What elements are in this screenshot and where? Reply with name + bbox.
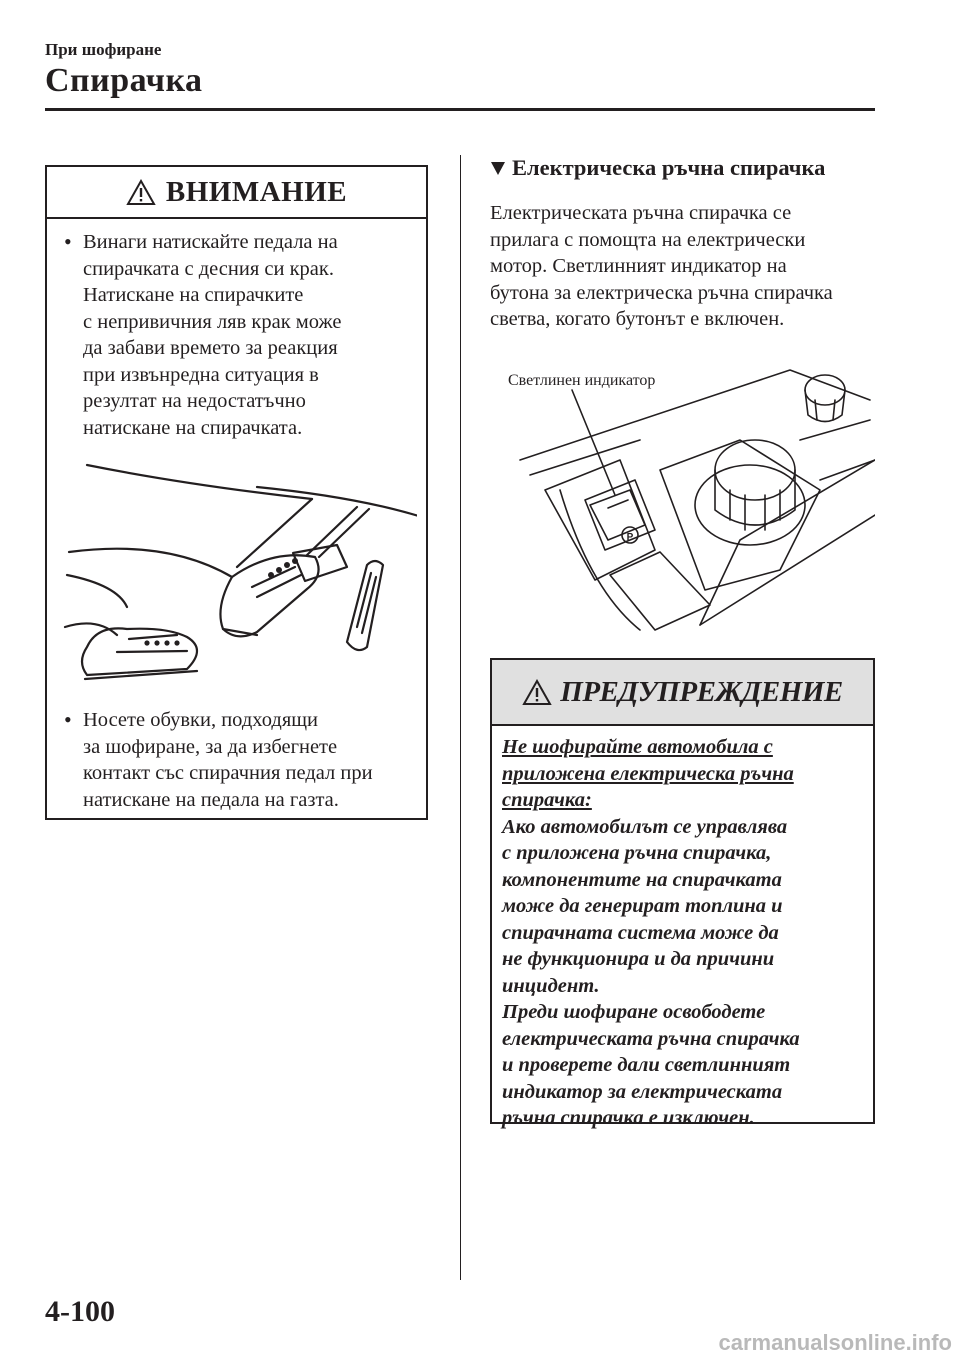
body-line: прилага с помощта на електрически xyxy=(490,228,806,251)
page-title: Спирачка xyxy=(45,62,203,99)
warning-line: компонентите на спирачката xyxy=(502,868,782,891)
warning-box xyxy=(490,658,875,1129)
bullet-icon: • xyxy=(64,707,72,732)
body-line: бутона за електрическа ръчна спирачка xyxy=(490,281,833,304)
section-body xyxy=(490,200,880,333)
warning-line: инцидент. xyxy=(502,974,600,997)
warning-line: ръчна спирачка е изключен. xyxy=(502,1107,755,1129)
caution-line: Винаги натискайте педала на xyxy=(83,231,338,253)
warning-line: индикатор за електрическата xyxy=(502,1080,783,1103)
warning-lead-line: Не шофирайте автомобила с xyxy=(502,736,773,758)
warning-line: спирачната система може да xyxy=(502,921,779,944)
warning-triangle-icon xyxy=(126,179,156,206)
page-number: 4-100 xyxy=(45,1295,115,1328)
caution-line: спирачката с десния си крак. xyxy=(83,257,334,280)
warning-triangle-icon xyxy=(522,679,552,706)
body-line: Електрическата ръчна спирачка се xyxy=(490,202,792,224)
body-line: светва, когато бутонът е включен. xyxy=(490,308,785,330)
title-rule xyxy=(45,108,875,111)
warning-line: електрическата ръчна спирачка xyxy=(502,1027,800,1050)
indicator-callout-label: Светлинен индикатор xyxy=(508,372,656,389)
bullet-icon: • xyxy=(64,229,72,254)
parking-p-symbol: P xyxy=(626,532,634,543)
column-divider xyxy=(460,155,461,1280)
section-heading xyxy=(490,155,825,181)
caution-line: да забави времето за реакция xyxy=(83,337,338,359)
pedal-illustration xyxy=(57,457,417,697)
warning-line: може да генерират топлина и xyxy=(502,895,783,917)
section-heading-text: Електрическа ръчна спирачка xyxy=(512,155,826,180)
triangle-down-icon xyxy=(490,160,506,176)
caution-line: при извънредна ситуация в xyxy=(83,363,319,386)
caution-box xyxy=(45,165,428,820)
caution-item-1 xyxy=(57,229,417,441)
warning-lead-line: спирачка: xyxy=(502,789,592,811)
body-line: мотор. Светлинният индикатор на xyxy=(490,255,787,277)
warning-line: Преди шофиране освободете xyxy=(502,1001,766,1023)
warning-label: ПРЕДУПРЕЖДЕНИЕ xyxy=(560,675,843,708)
caution-line: за шофиране, за да избегнете xyxy=(83,735,338,758)
warning-line: Ако автомобилът се управлява xyxy=(502,815,788,838)
warning-header xyxy=(492,660,873,726)
caution-line: с непривичния ляв крак може xyxy=(83,310,342,333)
section-label: При шофиране xyxy=(45,40,162,59)
warning-line: с приложена ръчна спирачка, xyxy=(502,842,772,864)
warning-body xyxy=(502,734,862,1132)
caution-line: контакт със спирачния педал при xyxy=(83,762,373,784)
caution-label: ВНИМАНИЕ xyxy=(165,175,348,208)
caution-item-2 xyxy=(57,707,417,813)
warning-line: и проверете дали светлинният xyxy=(502,1054,791,1076)
caution-line: Носете обувки, подходящи xyxy=(83,709,319,731)
caution-line: натискане на спирачката. xyxy=(83,416,303,439)
watermark: carmanualsonline.info xyxy=(718,1330,952,1355)
caution-line: резултат на недостатъчно xyxy=(83,390,306,412)
warning-line: не функционира и да причини xyxy=(502,948,775,970)
caution-header xyxy=(47,167,426,219)
warning-lead-line: приложена електрическа ръчна xyxy=(502,762,794,785)
caution-line: натискане на педала на газта. xyxy=(83,788,339,811)
caution-line: Натискане на спирачките xyxy=(83,284,304,306)
